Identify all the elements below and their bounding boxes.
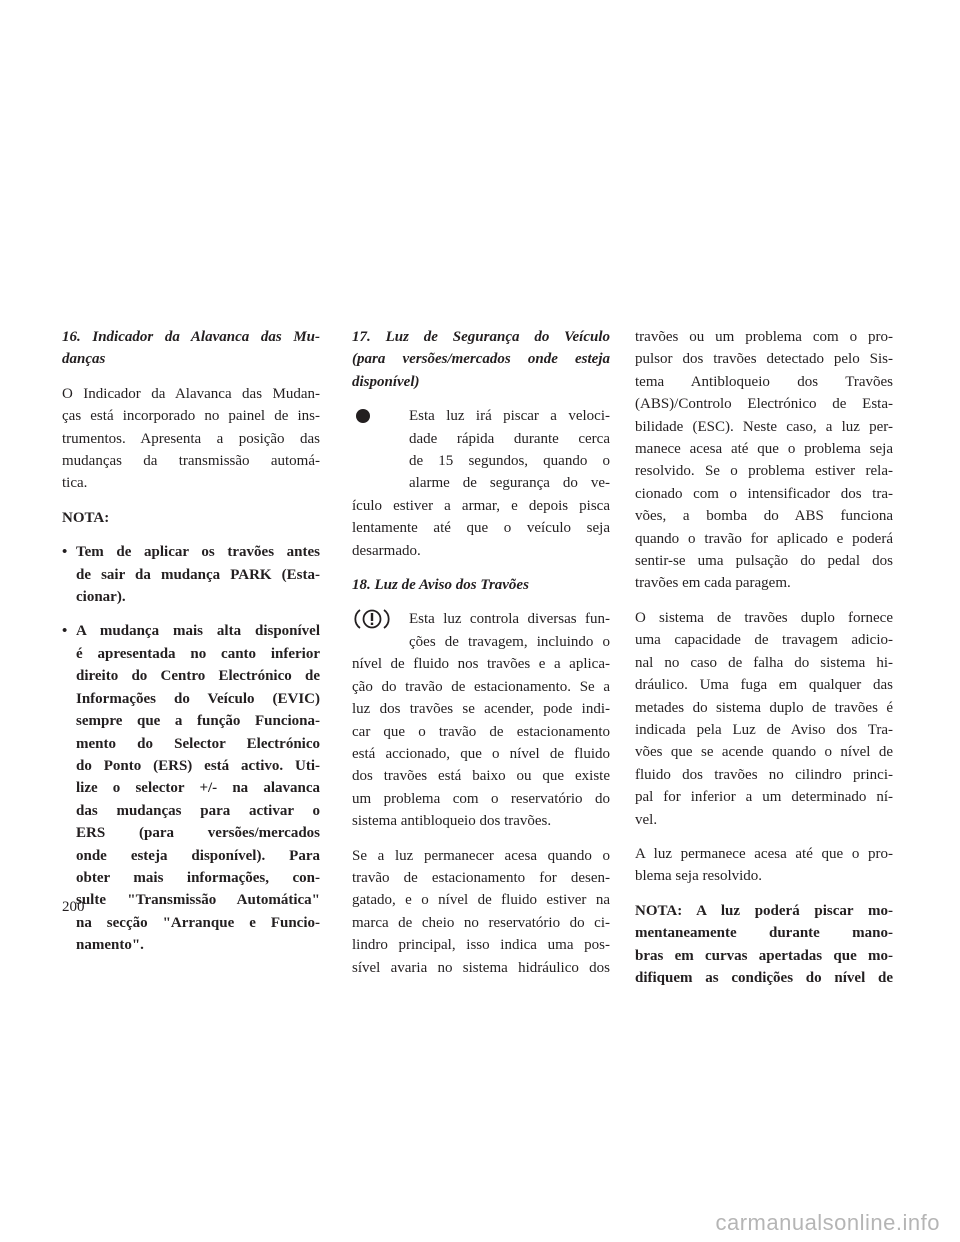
text-line: tema Antibloqueio dos Travões [635, 373, 893, 390]
text-line: de sair da mudança PARK (Esta- [76, 566, 320, 583]
text-line: onde esteja disponível). Para [76, 847, 320, 864]
text-line: ças está incorporado no painel de ins- [62, 408, 320, 425]
text-line: ículo estiver a armar, e depois pisca [352, 497, 610, 514]
note-bullet-2 [62, 620, 320, 956]
section-18-paragraph-2 [352, 845, 610, 979]
text-line: Informações do Veículo (EVIC) [76, 690, 320, 707]
text-line: alarme de segurança do ve- [409, 475, 610, 492]
section-17-paragraph [352, 405, 610, 562]
text-line: mentaneamente durante mano- [635, 925, 893, 942]
text-line: está accionado, que o nível de fluido [352, 745, 610, 762]
text-line: O sistema de travões duplo fornece [635, 609, 893, 626]
text-line: ções de travagem, incluindo o [409, 633, 610, 650]
text-line: travão de estacionamento for desen- [352, 869, 610, 886]
column-left [62, 326, 320, 957]
text-line: fluido dos travões no cilindro princi- [635, 766, 893, 783]
text-line: Esta luz irá piscar a veloci- [409, 408, 610, 425]
text-line: desarmado. [352, 542, 421, 559]
text-line: das mudanças para activar o [76, 802, 320, 819]
text-line: travões ou um problema com o pro- [635, 329, 893, 345]
section-16-paragraph [62, 383, 320, 495]
text-line: blema seja resolvido. [635, 868, 763, 885]
bullet-symbol: • [62, 623, 68, 640]
text-line: bras em curvas apertadas que mo- [635, 947, 893, 964]
text-line: uma capacidade de travagem adicio- [635, 632, 893, 649]
text-line: pulsor dos travões detectado pelo Sis- [635, 351, 893, 368]
text-line: tica. [62, 475, 88, 492]
text-line: difiquem as condições do nível de [635, 969, 893, 986]
text-line: marca de cheio no reservatório do ci- [352, 914, 610, 931]
text-line: lize o selector +/- na alavanca [76, 780, 320, 797]
text-line: A mudança mais alta disponível [76, 623, 320, 640]
bullet-symbol: • [62, 544, 68, 561]
text-line: ERS (para versões/mercados [76, 825, 320, 842]
text-line: gatado, e o nível de fluido estiver na [352, 892, 610, 909]
text-line: metades do sistema duplo de travões é [635, 699, 893, 716]
note-bullet-1 [62, 541, 320, 608]
text-line: um problema com o reservatório do [352, 790, 610, 807]
text-line: dade rápida durante cerca [409, 430, 610, 447]
text-line: dos travões está baixo ou que existe [352, 768, 610, 785]
text-line: cionar). [76, 589, 126, 606]
text-line: sentir-se uma pulsação do pedal dos [635, 553, 893, 570]
text-line: quando o travão for aplicado e poderá [635, 530, 893, 547]
text-line: na secção "Arranque e Funcio- [76, 914, 320, 931]
text-line: O Indicador da Alavanca das Mudan- [62, 385, 320, 402]
text-line: direito do Centro Electrónico de [76, 668, 320, 685]
page-number: 200 [62, 899, 85, 915]
brake-paragraph-1 [635, 326, 893, 595]
text-line: manece acesa até que o problema seja [635, 441, 893, 458]
text-line: vel. [635, 811, 658, 828]
text-line: sulte "Transmissão Automática" [76, 892, 320, 909]
text-line: namento". [76, 937, 144, 954]
section-18-heading: 18. Luz de Aviso dos Travões [352, 577, 529, 594]
text-line: luz dos travões se acender, pode indi- [352, 701, 610, 718]
text-line: trumentos. Apresenta a posição das [62, 430, 320, 447]
text-line: sível avaria no sistema hidráulico dos [352, 959, 610, 976]
section-16-heading [62, 326, 320, 371]
text-line: car que o travão de estacionamento [352, 723, 610, 740]
note-label: NOTA: [62, 509, 110, 526]
watermark: carmanualsonline.info [715, 1209, 940, 1235]
text-line: vões, a bomba do ABS funciona [635, 508, 893, 525]
text-line: mento do Selector Electrónico [76, 735, 320, 752]
text-line: é apresentada no canto inferior [76, 645, 320, 662]
text-line: bilidade (ESC). Neste caso, a luz per- [635, 418, 893, 435]
text-line: mudanças da transmissão automá- [62, 453, 320, 470]
text-line: do Ponto (ERS) está activo. Uti- [76, 757, 320, 774]
column-middle [352, 326, 610, 979]
text-line: A luz permanece acesa até que o pro- [635, 845, 893, 862]
brake-warning-icon [352, 608, 392, 630]
brake-paragraph-3 [635, 843, 893, 888]
text-line: lindro principal, isso indica uma pos- [352, 937, 610, 954]
text-line: Se a luz permanecer acesa quando o [352, 847, 610, 864]
section-18-paragraph [352, 608, 610, 832]
text-line: NOTA: A luz poderá piscar mo- [635, 902, 893, 919]
brake-paragraph-2 [635, 607, 893, 831]
text-line: resolvido. Se o problema estiver rela- [635, 463, 893, 480]
text-line: sempre que a função Funciona- [76, 713, 320, 730]
text-line: indicada pela Luz de Aviso dos Tra- [635, 721, 893, 738]
column-right [635, 326, 893, 989]
text-line: ção do travão de estacionamento. Se a [352, 678, 610, 695]
text-line: lentamente até que o veículo seja [352, 520, 610, 537]
heading-line: danças [62, 351, 106, 368]
text-line: dráulico. Uma fuga em qualquer das [635, 677, 893, 694]
text-line: obter mais informações, con- [76, 869, 320, 886]
text-line: sistema antibloqueio dos travões. [352, 813, 552, 830]
text-line: (ABS)/Controlo Electrónico de Esta- [635, 396, 893, 413]
brake-note [635, 900, 893, 990]
heading-line: (para versões/mercados onde esteja [352, 351, 610, 368]
text-line: cionado com o intensificador dos tra- [635, 485, 893, 502]
heading-line: 16. Indicador da Alavanca das Mu- [62, 329, 320, 345]
text-line: Esta luz controla diversas fun- [409, 611, 610, 628]
heading-line: 17. Luz de Segurança do Veículo [352, 329, 610, 345]
text-line: Tem de aplicar os travões antes [76, 544, 320, 561]
text-line: nal no caso de falha do sistema hi- [635, 654, 893, 671]
text-line: pal for inferior a um determinado ní- [635, 789, 893, 806]
text-line: de 15 segundos, quando o [409, 453, 610, 470]
section-17-heading [352, 326, 610, 393]
text-line: travões em cada paragem. [635, 575, 791, 592]
text-line: nível de fluido nos travões e a aplica- [352, 656, 610, 673]
heading-line: disponível) [352, 373, 420, 390]
text-line: vões que se acende quando o nível de [635, 744, 893, 761]
